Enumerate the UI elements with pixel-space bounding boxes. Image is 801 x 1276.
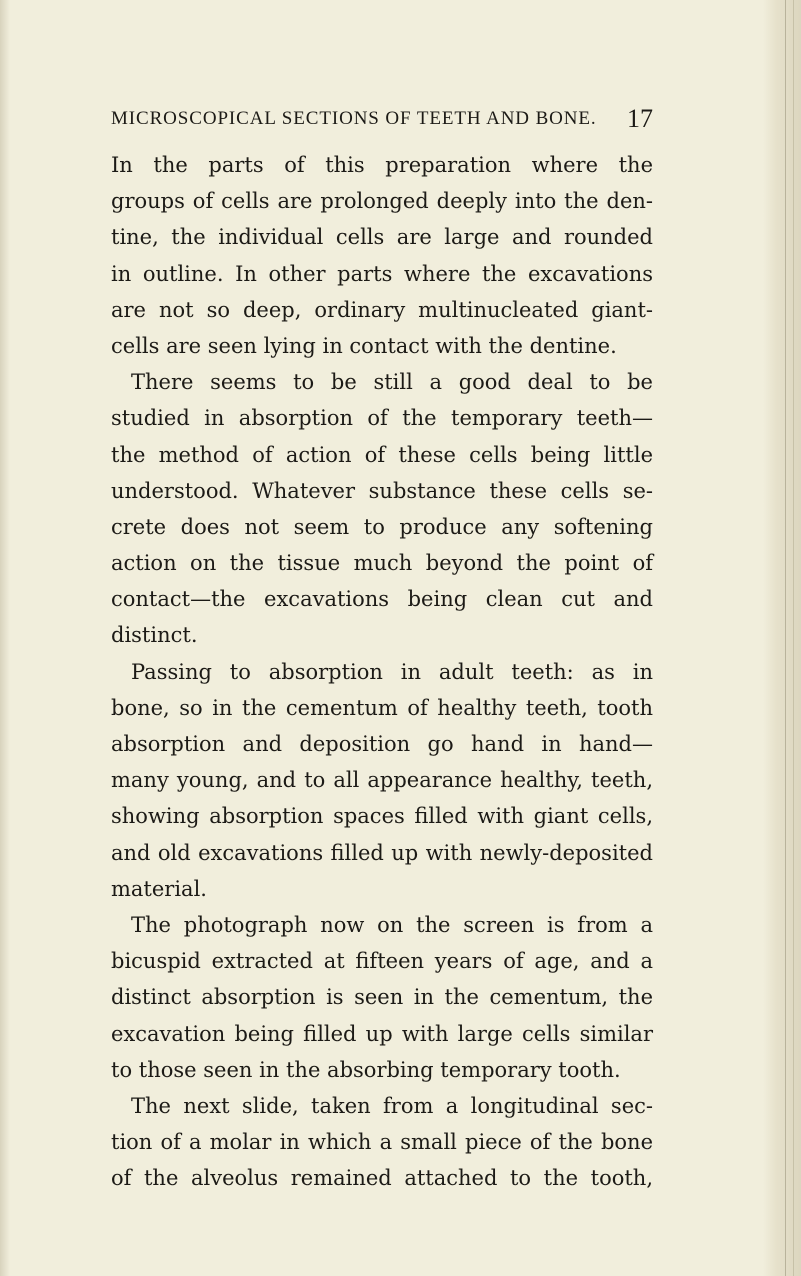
text-line: contact—the excavations being clean cut and: [111, 587, 653, 612]
page-right-edge-shadow: [763, 0, 801, 1276]
text-line: cells are seen lying in contact with the dentine.: [111, 333, 617, 358]
page-header: [111, 104, 653, 138]
text-line: In the parts of this preparation where the: [111, 153, 653, 177]
text-line: many young, and to all appearance healthy, teeth,: [111, 768, 653, 793]
text-line: bicuspid extracted at fifteen years of age, and a: [111, 949, 653, 974]
page-left-edge-shadow: [0, 0, 10, 1276]
text-line: absorption and deposition go hand in hand—: [111, 732, 653, 756]
text-line: and old excavations filled up with newly-deposited: [111, 840, 653, 865]
running-head: MICROSCOPICAL SECTIONS OF TEETH AND BONE.: [111, 108, 597, 129]
text-line: bone, so in the cementum of healthy teeth, tooth: [111, 695, 653, 720]
text-line: tine, the individual cells are large and rounded: [111, 225, 653, 250]
text-line: groups of cells are prolonged deeply into the den-: [111, 189, 653, 214]
text-line: excavation being filled up with large cells similar: [111, 1021, 653, 1046]
text-line: action on the tissue much beyond the point of: [111, 551, 653, 576]
text-line: There seems to be still a good deal to be: [131, 370, 653, 395]
text-line: understood. Whatever substance these cells se-: [111, 478, 653, 503]
text-line: crete does not seem to produce any softening: [111, 514, 653, 539]
text-line: Passing to absorption in adult teeth: as in: [131, 659, 653, 684]
text-line: material.: [111, 876, 207, 901]
text-line: tion of a molar in which a small piece of the bone: [111, 1130, 653, 1155]
page-number: 17: [627, 104, 653, 133]
text-line: showing absorption spaces filled with giant cells,: [111, 804, 653, 829]
text-line: The next slide, taken from a longitudinal sec-: [131, 1093, 653, 1118]
text-line: studied in absorption of the temporary teeth—: [111, 406, 653, 431]
text-line: the method of action of these cells being little: [111, 442, 653, 467]
text-line: to those seen in the absorbing temporary tooth.: [111, 1057, 621, 1082]
text-line: in outline. In other parts where the excavations: [111, 261, 653, 286]
text-line: distinct.: [111, 623, 198, 648]
text-line: are not so deep, ordinary multinucleated giant-: [111, 297, 653, 322]
text-line: of the alveolus remained attached to the tooth,: [111, 1166, 653, 1191]
body-text: [111, 147, 653, 1196]
text-line: The photograph now on the screen is from a: [131, 912, 653, 937]
text-line: distinct absorption is seen in the cementum, the: [111, 985, 653, 1010]
